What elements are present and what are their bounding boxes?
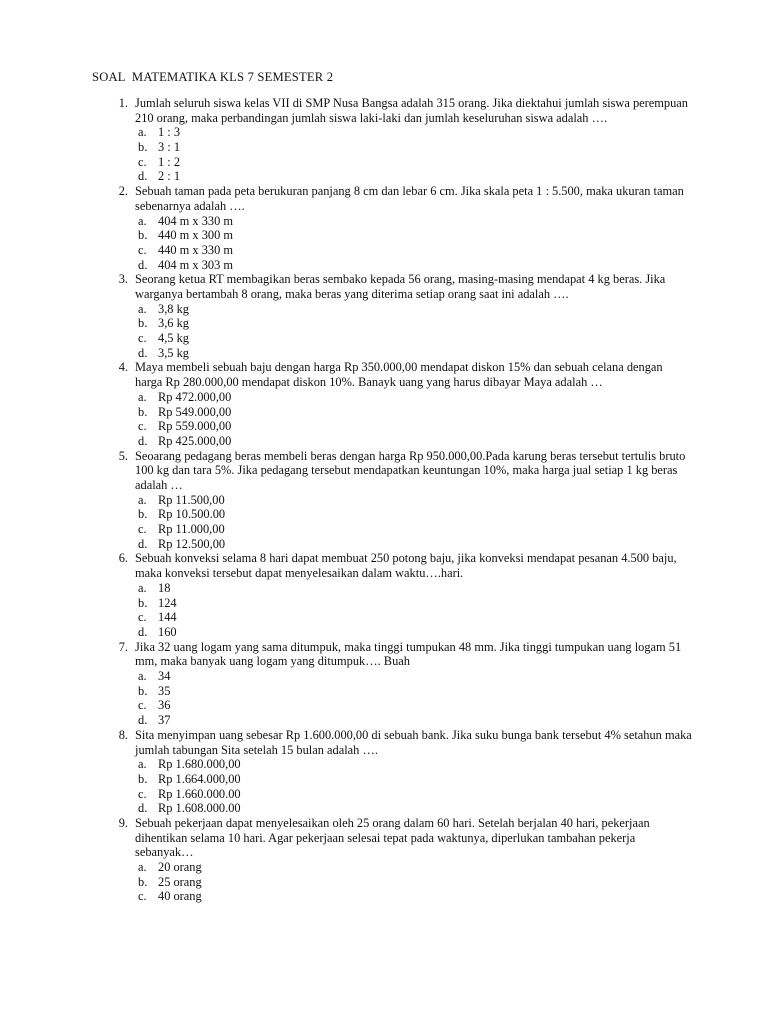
- option-letter: d.: [138, 624, 148, 639]
- option-text: Rp 10.500.00: [158, 507, 226, 522]
- option-text: 404 m x 303 m: [158, 257, 234, 272]
- answer-option: [92, 316, 692, 331]
- answer-option: [92, 698, 692, 713]
- option-letter: a.: [138, 389, 147, 404]
- answer-option: [92, 860, 692, 875]
- option-text: 3 : 1: [158, 140, 181, 155]
- option-text: 1 : 2: [158, 154, 181, 169]
- option-letter: d.: [138, 713, 148, 728]
- answer-option: [92, 581, 692, 596]
- option-letter: b.: [138, 316, 148, 331]
- option-text: 35: [158, 683, 171, 698]
- answer-option: [92, 787, 692, 802]
- option-letter: a.: [138, 860, 147, 875]
- option-letter: c.: [138, 786, 147, 801]
- option-letter: c.: [138, 242, 147, 257]
- question-item: [92, 728, 692, 816]
- option-letter: c.: [138, 419, 147, 434]
- answer-option: [92, 889, 692, 904]
- answer-option: [92, 346, 692, 361]
- question-text: Sebuah konveksi selama 8 hari dapat membuat 250 potong baju, jika konveksi mendapat pesanan 4.500 baju, maka konveksi tersebut dapat menyelesaikan dalam waktu….hari.: [135, 551, 677, 581]
- question-text: Seoarang pedagang beras membeli beras dengan harga Rp 950.000,00.Pada karung beras tersebut tertulis bruto 100 kg dan tara 5%. Jika pedagang tersebut mendapatkan keuntungan 10%, maka harga jual setiap 1 kg beras adalah …: [135, 448, 686, 493]
- option-text: 2 : 1: [158, 169, 181, 184]
- option-letter: b.: [138, 771, 148, 786]
- answer-option: [92, 875, 692, 890]
- question-number: 9.: [118, 815, 128, 830]
- option-text: Rp 1.660.000.00: [158, 786, 241, 801]
- question-number: 1.: [118, 96, 128, 110]
- answer-option: [92, 596, 692, 611]
- option-letter: b.: [138, 228, 148, 243]
- question-number: 3.: [118, 272, 128, 287]
- option-text: 3,5 kg: [158, 345, 189, 360]
- option-text: Rp 11.000,00: [158, 522, 225, 537]
- question-text: Sebuah pekerjaan dapat menyelesaikan oleh 25 orang dalam 60 hari. Setelah berjalan 40 hari, pekerjaan dihentikan selama 10 hari. Agar pekerjaan selesai tepat pada waktunya, diperlukan tambahan pekerja sebanyak…: [135, 815, 650, 860]
- option-letter: c.: [138, 522, 147, 537]
- answer-option: [92, 405, 692, 420]
- answer-option: [92, 772, 692, 787]
- question-item: [92, 96, 692, 184]
- option-text: 34: [158, 669, 171, 684]
- option-letter: a.: [138, 492, 147, 507]
- answer-option: [92, 169, 692, 184]
- question-number: 8.: [118, 727, 128, 742]
- option-letter: b.: [138, 140, 148, 155]
- option-letter: d.: [138, 801, 148, 816]
- option-text: Rp 549.000,00: [158, 404, 232, 419]
- answer-option: [92, 140, 692, 155]
- option-letter: a.: [138, 580, 147, 595]
- option-text: 3,6 kg: [158, 316, 189, 331]
- answer-option: [92, 243, 692, 258]
- option-text: Rp 425.000,00: [158, 433, 232, 448]
- answer-option: [92, 713, 692, 728]
- option-text: 25 orang: [158, 874, 202, 889]
- option-text: 1 : 3: [158, 125, 181, 140]
- option-text: 36: [158, 698, 171, 713]
- question-text: Jumlah seluruh siswa kelas VII di SMP Nusa Bangsa adalah 315 orang. Jika diektahui jumlah siswa perempuan 210 orang, maka perbandingan jumlah siswa laki-laki dan jumlah keseluruhan siswa adalah ….: [135, 96, 689, 125]
- option-letter: a.: [138, 669, 147, 684]
- question-item: [92, 272, 692, 360]
- option-letter: c.: [138, 154, 147, 169]
- question-number: 4.: [118, 360, 128, 375]
- page-title: SOAL MATEMATIKA KLS 7 SEMESTER 2: [92, 70, 334, 84]
- question-item: [92, 640, 692, 728]
- question-list: [92, 96, 692, 904]
- option-letter: d.: [138, 345, 148, 360]
- option-letter: a.: [138, 125, 147, 140]
- option-letter: a.: [138, 757, 147, 772]
- answer-option: [92, 493, 692, 508]
- question-text: Sita menyimpan uang sebesar Rp 1.600.000,00 di sebuah bank. Jika suku bunga bank tersebut 4% setahun maka jumlah tabungan Sita setelah 15 bulan adalah ….: [135, 727, 692, 757]
- answer-option: [92, 434, 692, 449]
- option-text: 160: [158, 624, 177, 639]
- answer-option: [92, 757, 692, 772]
- option-text: 3,8 kg: [158, 301, 189, 316]
- answer-option: [92, 801, 692, 816]
- option-letter: d.: [138, 257, 148, 272]
- answer-option: [92, 302, 692, 317]
- option-text: 440 m x 330 m: [158, 242, 234, 257]
- option-text: 18: [158, 580, 171, 595]
- answer-option: [92, 390, 692, 405]
- option-letter: a.: [138, 301, 147, 316]
- option-text: Rp 1.608.000.00: [158, 801, 241, 816]
- question-text: Jika 32 uang logam yang sama ditumpuk, maka tinggi tumpukan 48 mm. Jika tinggi tumpukan uang logam 51 mm, maka banyak uang logam yang ditumpuk…. Buah: [135, 639, 682, 669]
- answer-option: [92, 214, 692, 229]
- question-number: 7.: [118, 639, 128, 654]
- answer-option: [92, 610, 692, 625]
- question-item: [92, 184, 692, 272]
- option-letter: b.: [138, 595, 148, 610]
- question-number: 2.: [118, 184, 128, 199]
- question-item: [92, 449, 692, 552]
- option-text: 440 m x 300 m: [158, 228, 234, 243]
- question-item: [92, 816, 692, 904]
- option-text: 404 m x 330 m: [158, 213, 234, 228]
- option-text: 144: [158, 610, 177, 625]
- option-text: Rp 12.500,00: [158, 536, 226, 551]
- answer-option: [92, 684, 692, 699]
- option-letter: c.: [138, 610, 147, 625]
- option-letter: b.: [138, 507, 148, 522]
- answer-option: [92, 331, 692, 346]
- option-letter: b.: [138, 874, 148, 889]
- question-number: 5.: [118, 448, 128, 463]
- option-text: 20 orang: [158, 860, 202, 875]
- question-number: 6.: [118, 551, 128, 566]
- option-text: Rp 1.664.000,00: [158, 771, 241, 786]
- answer-option: [92, 228, 692, 243]
- answer-option: [92, 669, 692, 684]
- answer-option: [92, 522, 692, 537]
- answer-option: [92, 419, 692, 434]
- answer-option: [92, 537, 692, 552]
- answer-option: [92, 155, 692, 170]
- answer-option: [92, 125, 692, 140]
- option-text: Rp 559.000,00: [158, 419, 232, 434]
- option-letter: b.: [138, 683, 148, 698]
- option-letter: d.: [138, 169, 148, 184]
- question-text: Sebuah taman pada peta berukuran panjang 8 cm dan lebar 6 cm. Jika skala peta 1 : 5.500, maka ukuran taman sebenarnya adalah ….: [135, 184, 684, 213]
- option-letter: b.: [138, 404, 148, 419]
- option-text: 4,5 kg: [158, 331, 189, 346]
- question-text: Seorang ketua RT membagikan beras sembako kepada 56 orang, masing-masing mendapat 4 kg beras. Jika warganya bertambah 8 orang, maka beras yang diterima setiap orang saat ini adalah ….: [135, 272, 666, 302]
- option-letter: d.: [138, 536, 148, 551]
- answer-option: [92, 625, 692, 640]
- option-text: Rp 1.680.000,00: [158, 757, 241, 772]
- option-text: 124: [158, 595, 177, 610]
- question-text: Maya membeli sebuah baju dengan harga Rp 350.000,00 mendapat diskon 15% dan sebuah celana dengan harga Rp 280.000,00 mendapat diskon 10%. Banayk uang yang harus dibayar Maya adalah …: [135, 360, 663, 390]
- answer-option: [92, 258, 692, 273]
- question-item: [92, 360, 692, 448]
- option-text: Rp 472.000,00: [158, 389, 232, 404]
- option-letter: c.: [138, 889, 147, 904]
- answer-option: [92, 507, 692, 522]
- option-letter: c.: [138, 331, 147, 346]
- option-text: 40 orang: [158, 889, 202, 904]
- question-item: [92, 551, 692, 639]
- option-letter: a.: [138, 213, 147, 228]
- option-text: Rp 11.500,00: [158, 492, 225, 507]
- option-letter: d.: [138, 433, 148, 448]
- option-text: 37: [158, 713, 171, 728]
- option-letter: c.: [138, 698, 147, 713]
